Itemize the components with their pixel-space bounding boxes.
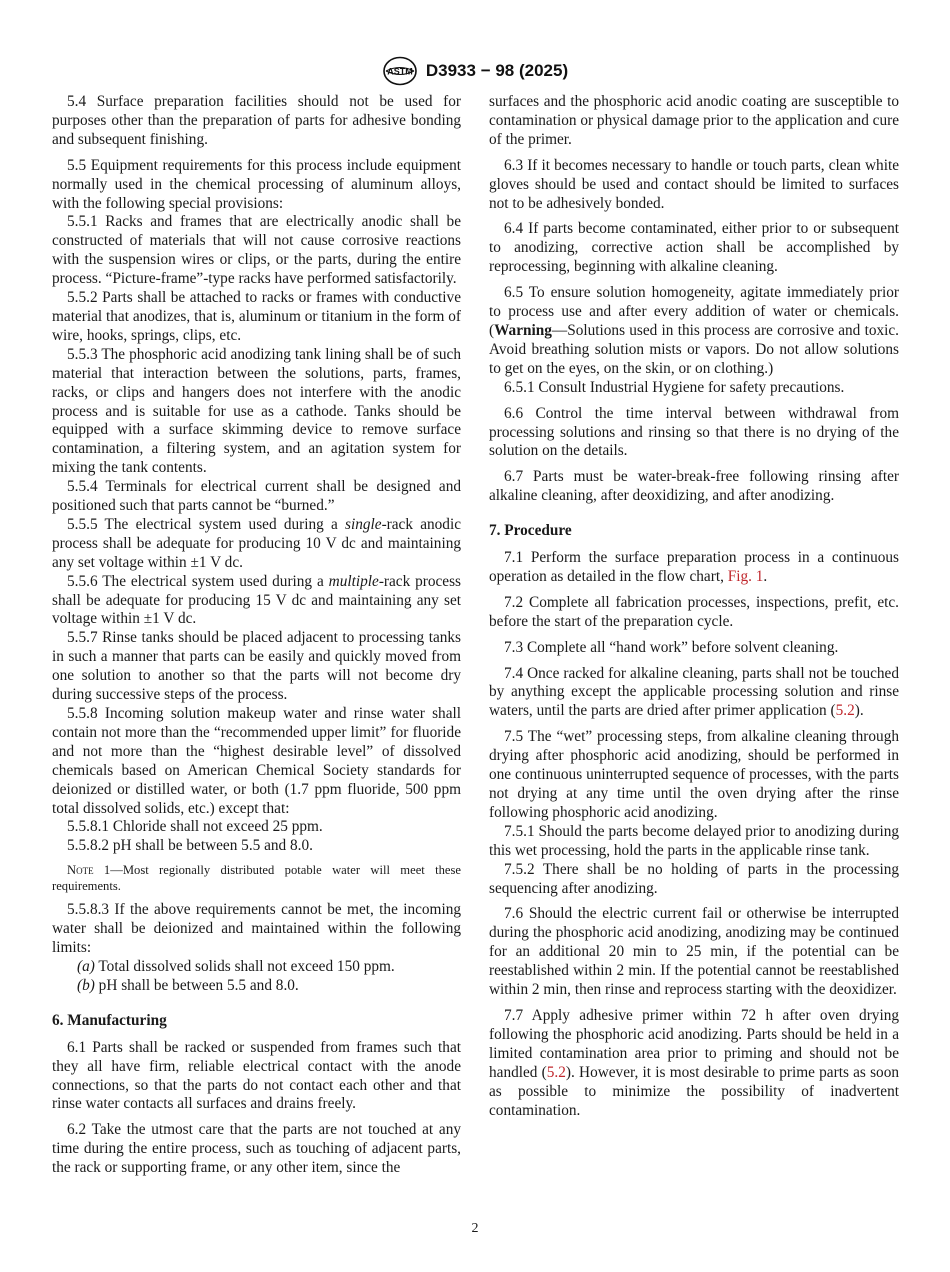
section-5-2-link[interactable]: 5.2 [546,1063,566,1081]
para-5-5-3: 5.5.3 The phosphoric acid anodizing tank lining shall be of such material that interaction between the solutions, parts, frames, racks, or clips and hangers does not interfere with the anodic process and is suitable for use as a cathode. Tanks should be equipped with a surface skimming device to remove surface contamination, a filtering system, and an agitation system for mixing the tank contents. [52,345,461,477]
para-5-5-5: 5.5.5 The electrical system used during a single-rack anodic process shall be adequate for producing 10 V dc and maintaining any set voltage within ±1 V dc. [52,515,462,571]
para-5-5-4: 5.5.4 Terminals for electrical current shall be designed and positioned such that parts cannot be “burned.” [52,478,461,515]
para-5-5-6: 5.5.6 The electrical system used during a multiple-rack process shall be adequate for producing 15 V dc and maintaining any set voltage within ±1 V dc. [52,572,461,628]
para-5-5-1: 5.5.1 Racks and frames that are electrically anodic shall be constructed of materials that will not cause corrosive reactions with the suspension wires or clips, or the parts, during the entire process. “Picture-frame”-type racks have performed satisfactorily. [52,213,461,288]
para-5-4: 5.4 Surface preparation facilities should not be used for purposes other than the preparation of parts for adhesive bonding and subsequent finishing. [52,93,461,148]
para-5-5-8: 5.5.8 Incoming solution makeup water and rinse water shall contain not more than the “recommended upper limit” for fluoride and not more than the “highest desirable level” of dissolved chemicals based on American Chemical Society standards for deionized or distilled water, or both (1.7 ppm fluoride, 500 ppm total dissolved solids, etc.) except that: [52,705,461,817]
para-7-3: 7.3 Complete all “hand work” before solvent cleaning. [504,638,839,656]
para-7-5-1: 7.5.1 Should the parts become delayed prior to anodizing during this wet processing, hold the parts in the applicable rinse tank. [489,822,899,859]
list-item-a: (a) Total dissolved solids shall not exceed 150 ppm. [77,957,395,975]
para-7-5-2: 7.5.2 There shall be no holding of parts in the processing sequencing after anodizing. [489,860,899,897]
para-7-5: 7.5 The “wet” processing steps, from alkaline cleaning through drying after phosphoric acid anodizing, should be performed in one continuous uninterrupted sequence of processes, with the parts not drying at any time until the oven drying after the rinse following phosphoric acid anodizing. [489,728,899,821]
para-7-4: 7.4 Once racked for alkaline cleaning, parts shall not be touched by anything except the applicable processing solution and rinse waters, until the parts are dried after primer application (5.2). [489,664,899,720]
para-6-4: 6.4 If parts become contaminated, either prior to or subsequent to anodizing, corrective action shall be accomplished by reprocessing, beginning with alkaline cleaning. [489,220,899,276]
note-1: Note 1—Most regionally distributed potable water will meet these requirements. [52,863,461,894]
para-6-2: 6.2 Take the utmost care that the parts are not touched at any time during the entire process, such as touching of adjacent parts, the rack or supporting frame, or any other item, since the [52,1121,461,1177]
para-6-2-continued: surfaces and the phosphoric acid anodic coating are susceptible to contamination or physical damage prior to the application and cure of the primer. [489,93,899,148]
para-6-6: 6.6 Control the time interval between withdrawal from processing solutions and rinsing so that there is no drying of the solution on the details. [489,404,899,460]
astm-logo-icon [382,56,418,86]
para-5-5-2: 5.5.2 Parts shall be attached to racks or frames with conductive material that anodizes, that is, aluminum or titanium in the form of wire, hooks, springs, clips, etc. [52,289,461,344]
left-column [52,93,461,1185]
para-7-7: 7.7 Apply adhesive primer within 72 h after oven drying following the phosphoric acid anodizing. Parts should be held in a limited contamination area prior to priming and should not be handled (5.2). However, it is most desirable to prime parts as soon as possible to minimize the possibility of inadvertent contamination. [489,1006,899,1119]
para-7-1: 7.1 Perform the surface preparation process in a continuous operation as detailed in the flow chart, Fig. 1. [489,549,899,585]
para-5-5: 5.5 Equipment requirements for this process include equipment normally used in the chemical processing of aluminum alloys, with the following special provisions: [52,156,461,212]
para-6-1: 6.1 Parts shall be racked or suspended from frames such that they all have firm, reliable electrical contact with the anode connections, so that the parts do not contact each other and that rinse water contacts all surfaces and drains freely. [52,1038,461,1113]
para-5-5-8-1: 5.5.8.1 Chloride shall not exceed 25 ppm. [67,818,323,836]
para-5-5-8-2: 5.5.8.2 pH shall be between 5.5 and 8.0. [67,837,313,855]
svg-text:ASTM: ASTM [387,66,413,77]
para-6-7: 6.7 Parts must be water-break-free following rinsing after alkaline cleaning, after deoxidizing, and after anodizing. [489,468,899,505]
section-7-heading: 7. Procedure [489,522,572,540]
para-6-3: 6.3 If it becomes necessary to handle or touch parts, clean white gloves should be used and contact should be limited to surfaces not to be adhesively bonded. [489,156,899,212]
fig-1-link[interactable]: Fig. 1 [727,567,764,585]
page-header [0,56,950,86]
section-6-heading: 6. Manufacturing [52,1011,167,1029]
list-item-b: (b) pH shall be between 5.5 and 8.0. [77,976,299,994]
para-6-5: 6.5 To ensure solution homogeneity, agitate immediately prior to process use and after every addition of water or chemicals. (Warning—Solutions used in this process are corrosive and toxic. Avoid breathing solution mists or vapors. Do not allow solutions to get on the eyes, on the skin, or on clothing.) [489,284,899,377]
right-column [489,93,899,1127]
para-5-5-8-3: 5.5.8.3 If the above requirements cannot be met, the incoming water shall be deionized and maintained within the following limits: [52,901,461,957]
section-5-2-link[interactable]: 5.2 [835,702,855,720]
para-6-5-1: 6.5.1 Consult Industrial Hygiene for safety precautions. [504,378,845,396]
para-7-6: 7.6 Should the electric current fail or otherwise be interrupted during the phosphoric acid anodizing, anodizing may be continued for an additional 20 min to 25 min, if the potential can be reestablished within 2 min. If the potential cannot be reestablished within 2 min, then rinse and reprocess starting with the deoxidizer. [489,905,899,999]
standard-designation: D3933 − 98 (2025) [425,61,569,80]
para-7-2: 7.2 Complete all fabrication processes, inspections, prefit, etc. before the start of the preparation cycle. [489,593,899,630]
page-number: 2 [471,1221,479,1236]
para-5-5-7: 5.5.7 Rinse tanks should be placed adjacent to processing tanks in such a manner that parts can be easily and quickly moved from one solution to another so that the parts will not become dry during successive steps of the process. [52,629,461,704]
